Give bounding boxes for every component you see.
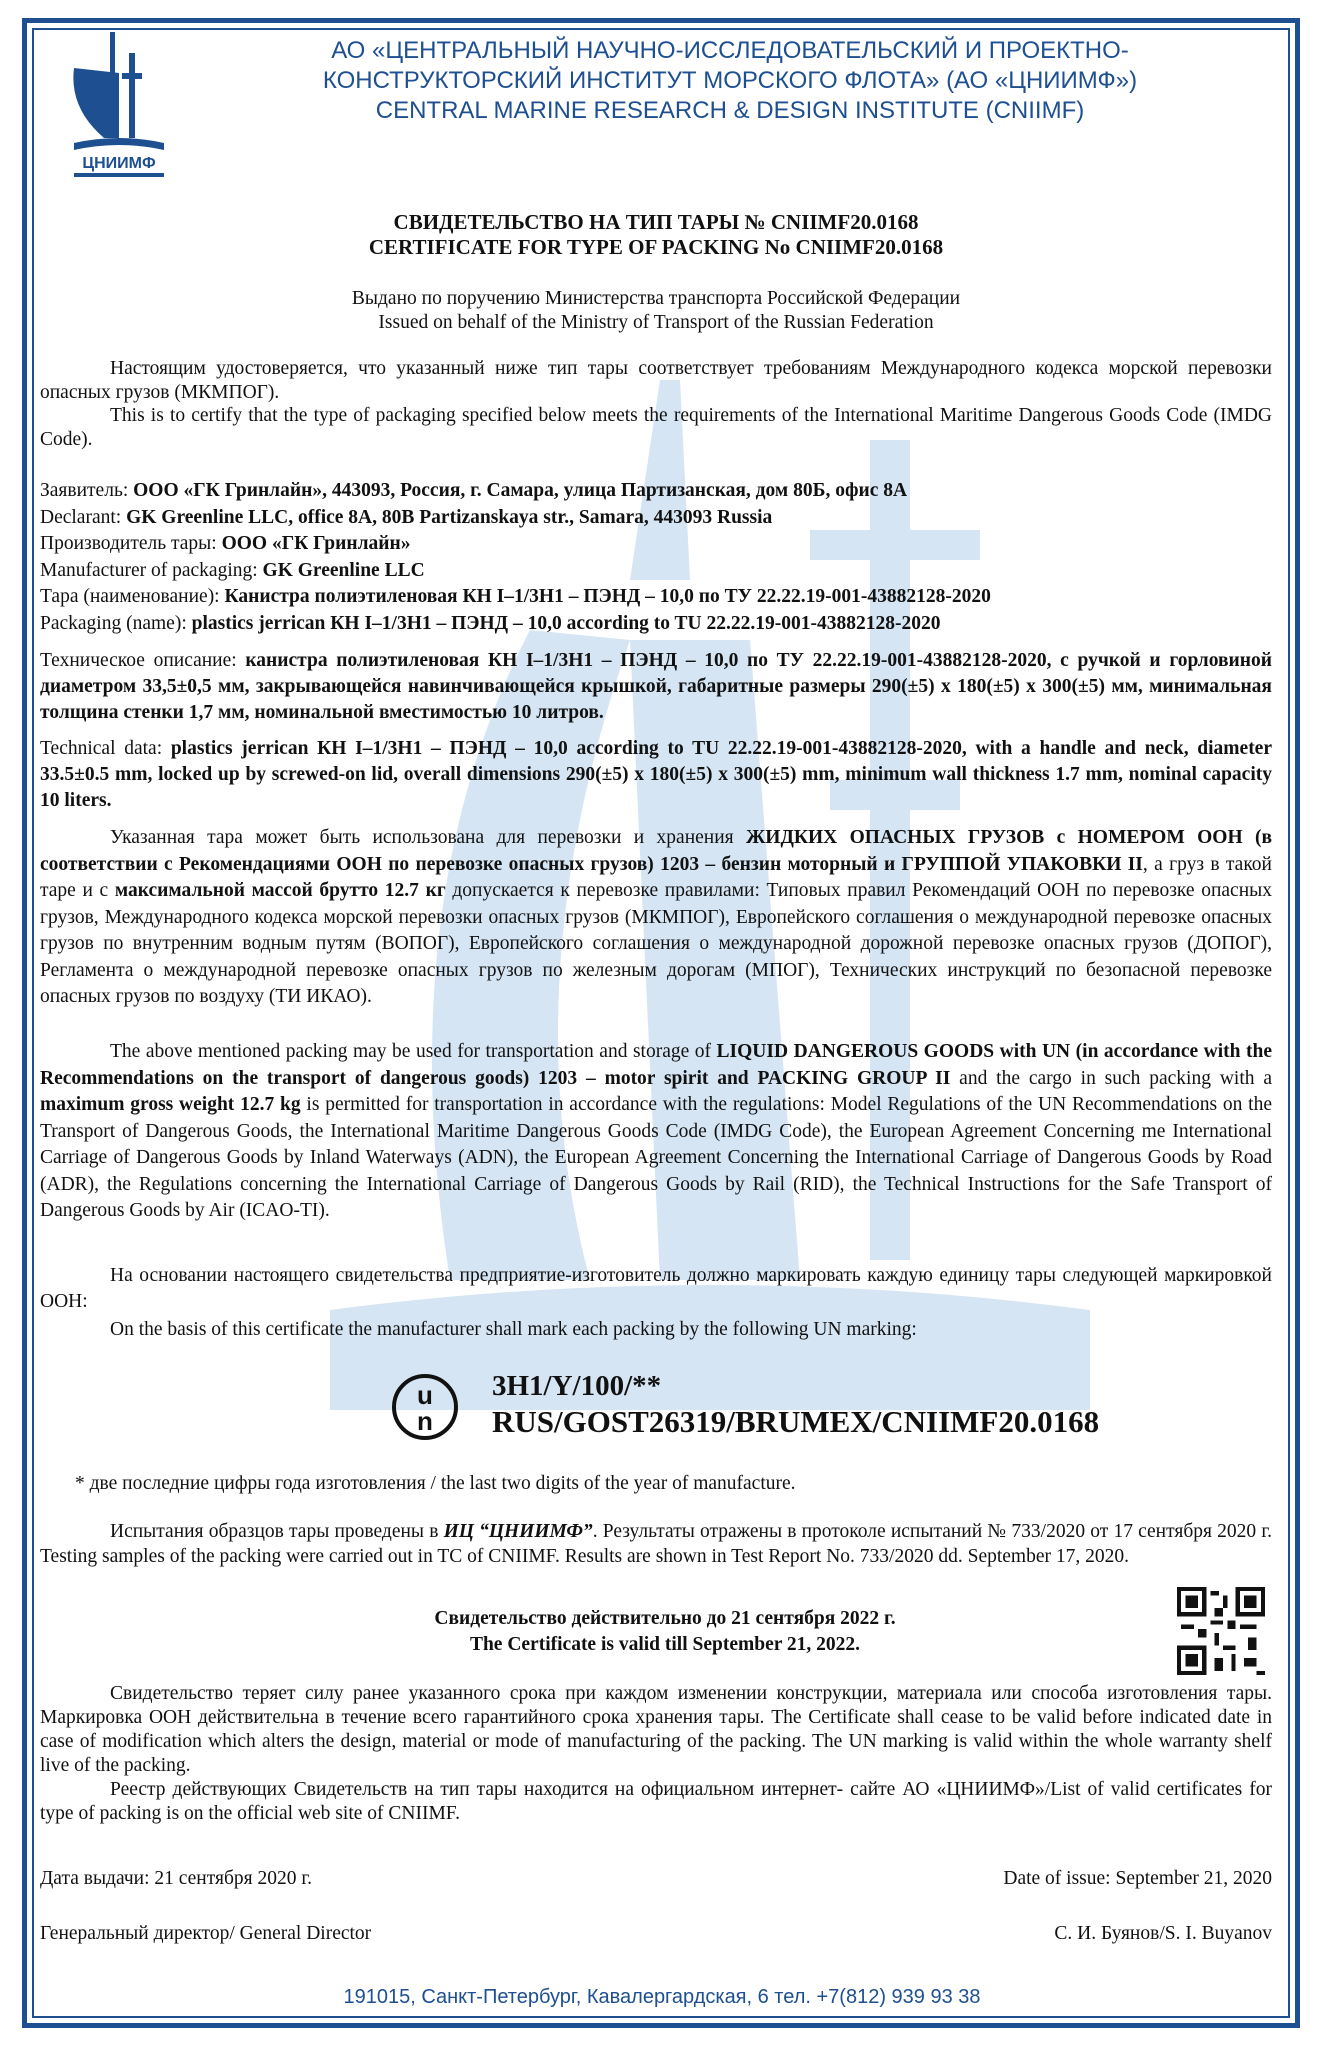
marking-ru: На основании настоящего свидетельства предприятие-изготовитель должно маркировать каждую единицу тары следующей маркировкой ООН:	[40, 1265, 1272, 1312]
org-name-ru-2: КОНСТРУКТОРСКИЙ ИНСТИТУТ МОРСКОГО ФЛОТА» (АО «ЦНИИМФ»)	[322, 67, 1138, 94]
field-row: Тара (наименование): Канистра полиэтиленовая КН I–1/3Н1 – ПЭНД – 10,0 по ТУ 22.22.19-001-43882128-2020	[40, 586, 991, 607]
intro-ru: Настоящим удостоверяется, что указанный ниже тип тары соответствует требованиям Международного кодекса морской перевозки опасных грузов (МКМПОГ).	[40, 358, 1272, 403]
usage-ru: Указанная тара может быть использована для перевозки и хранения ЖИДКИХ ОПАСНЫХ ГРУЗОВ с НОМЕРОМ ООН (в соответствии с Рекомендациями ООН по перевозке опасных грузов) 1203 – бензин моторный и ГРУППОЙ УПАКОВКИ II, а груз в такой таре и с максимальной массой брутто 12.7 кг допускается к перевозке правилами: Типовых правил Рекомендаций ООН по перевозке опасных грузов, Международного кодекса морской перевозки опасных грузов (МКМПОГ), Европейского соглашения о международной перевозке опасных грузов по внутренним водным путям (ВОПОГ), Европейского соглашения о международной дорожной перевозке опасных грузов (ДОПОГ), Регламента о международной перевозке опасных грузов по железным дорогам (МПОГ), Технических инструкций по безопасной перевозке опасных грузов по воздуху (ТИ ИКАО).	[40, 827, 1272, 1007]
usage-en: The above mentioned packing may be used for transportation and storage of LIQUID DANGEROUS GOODS with UN (in accordance with the Recommendations on the transport of dangerous goods) 1203 – motor spirit and PACKING GROUP II and the cargo in such packing with a maximum gross weight 12.7 kg is permitted for transportation in accordance with the regulations: Model Regulations of the UN Recommendations on the Transport of Dangerous Goods, the International Maritime Dangerous Goods Code (IMDG Code), the European Agreement Concerning me International Carriage of Dangerous Goods by Inland Waterways (ADN), the European Agreement Concerning the International Carriage of Dangerous Goods by Road (ADR), the Regulations concerning the International Carriage of Dangerous Goods by Rail (RID), the Technical Instructions for the Safe Transport of Dangerous Goods by Air (ICAO-TI).	[40, 1041, 1272, 1221]
applicant-fields	[40, 478, 1272, 637]
intro	[40, 357, 1272, 451]
title-ru: СВИДЕТЕЛЬСТВО НА ТИП ТАРЫ № CNIIMF20.0168	[393, 210, 919, 234]
cniimf-logo	[64, 28, 174, 178]
field-row: Declarant: GK Greenline LLC, office 8A, 80B Partizanskaya str., Samara, 443093 Russia	[40, 506, 773, 528]
intro-en: This is to certify that the type of packaging specified below meets the requirements of the International Maritime Dangerous Goods Code (IMDG Code).	[40, 405, 1272, 450]
certificate-title	[40, 210, 1272, 260]
org-name-en: CENTRAL MARINE RESEARCH & DESIGN INSTITUTE (CNIIMF)	[375, 97, 1085, 124]
un-marking-code: 3H1/Y/100/** RUS/GOST26319/BRUMEX/CNIIMF20.0168	[492, 1370, 1100, 1439]
termination-clause: Свидетельство теряет силу ранее указанного срока при каждом изменении конструкции, материала или способа изготовления тары. Маркировка ООН действительна в течение всего гарантийного срока хранения тары. The Certificate shall cease to be valid before indicated date in case of modification which alters the design, material or mode of manufacturing of the packing. The UN marking is valid within the whole warranty shelf live of the packing.	[40, 1683, 1272, 1776]
org-name-ru-1: АО «ЦЕНТРАЛЬНЫЙ НАУЧНО-ИССЛЕДОВАТЕЛЬСКИЙ И ПРОЕКТНО-	[331, 37, 1129, 64]
director-name: С. И. Буянов/S. I. Buyanov	[1054, 1923, 1272, 1944]
issue-date-en: Date of issue: September 21, 2020	[1003, 1868, 1272, 1889]
footnote: * две последние цифры года изготовления / the last two digits of the year of manufacture.	[75, 1473, 796, 1494]
validity: Свидетельство действительно до 21 сентября 2022 г. The Certificate is valid till September 21, 2022.	[434, 1608, 896, 1655]
footer-address: 191015, Санкт-Петербург, Кавалергардская, 6 тел. +7(812) 939 93 38	[343, 1986, 981, 2008]
technical-data-en: Technical data: plastics jerrican КН I–1/3Н1 – ПЭНД – 10,0 according to TU 22.22.19-001-43882128-2020, with a handle and neck, diameter 33.5±0.5 mm, locked up by screwed-on lid, overall dimensions 290(±5) x 180(±5) x 300(±5) mm, minimum wall thickness 1.7 mm, nominal capacity 10 liters.	[40, 738, 1272, 811]
issued-by	[40, 287, 1272, 334]
marking-en: On the basis of this certificate the manufacturer shall mark each packing by the following UN marking:	[110, 1319, 917, 1340]
issued-en: Issued on behalf of the Ministry of Transport of the Russian Federation	[378, 311, 934, 333]
logo-text: ЦНИИМФ	[82, 155, 156, 172]
un-packaging-symbol: u n	[392, 1374, 458, 1440]
field-row: Производитель тары: ООО «ГК Гринлайн»	[40, 533, 411, 554]
technical-description-ru: Техническое описание: канистра полиэтиленовая КН I–1/3Н1 – ПЭНД – 10,0 по ТУ 22.22.19-001-43882128-2020, с ручкой и горловиной диаметром 33,5±0,5 мм, закрывающейся навинчивающейся крышкой, габаритные размеры 290(±5) х 180(±5) х 300(±5) мм, минимальная толщина стенки 1,7 мм, номинальной вместимостью 10 литров.	[40, 650, 1272, 723]
registry-note: Реестр действующих Свидетельств на тип тары находится на официальном интернет- сайте АО «ЦНИИМФ»/List of valid certificates for type of packing is on the official web site of CNIIMF.	[40, 1779, 1272, 1824]
field-row: Packaging (name): plastics jerrican КН I–1/3Н1 – ПЭНД – 10,0 according to TU 22.22.19-001-43882128-2020	[40, 612, 941, 634]
director-title: Генеральный директор/ General Director	[40, 1923, 372, 1944]
issued-ru: Выдано по поручению Министерства транспорта Российской Федерации	[351, 288, 961, 309]
qr-code	[1177, 1587, 1265, 1675]
title-en: CERTIFICATE FOR TYPE OF PACKING No CNIIMF20.0168	[368, 235, 944, 259]
field-row: Manufacturer of packaging: GK Greenline LLC	[40, 559, 425, 581]
test-results: Испытания образцов тары проведены в ИЦ “ЦНИИМФ”. Результаты отражены в протоколе испытаний № 733/2020 от 17 сентября 2020 г. Testing samples of the packing were carried out in TC of CNIIMF. Results are shown in Test Report No. 733/2020 dd. September 17, 2020.	[40, 1521, 1272, 1567]
field-row: Заявитель: ООО «ГК Гринлайн», 443093, Россия, г. Самара, улица Партизанская, дом 80Б, офис 8А	[40, 480, 908, 501]
issue-date-ru: Дата выдачи: 21 сентября 2020 г.	[40, 1868, 313, 1889]
